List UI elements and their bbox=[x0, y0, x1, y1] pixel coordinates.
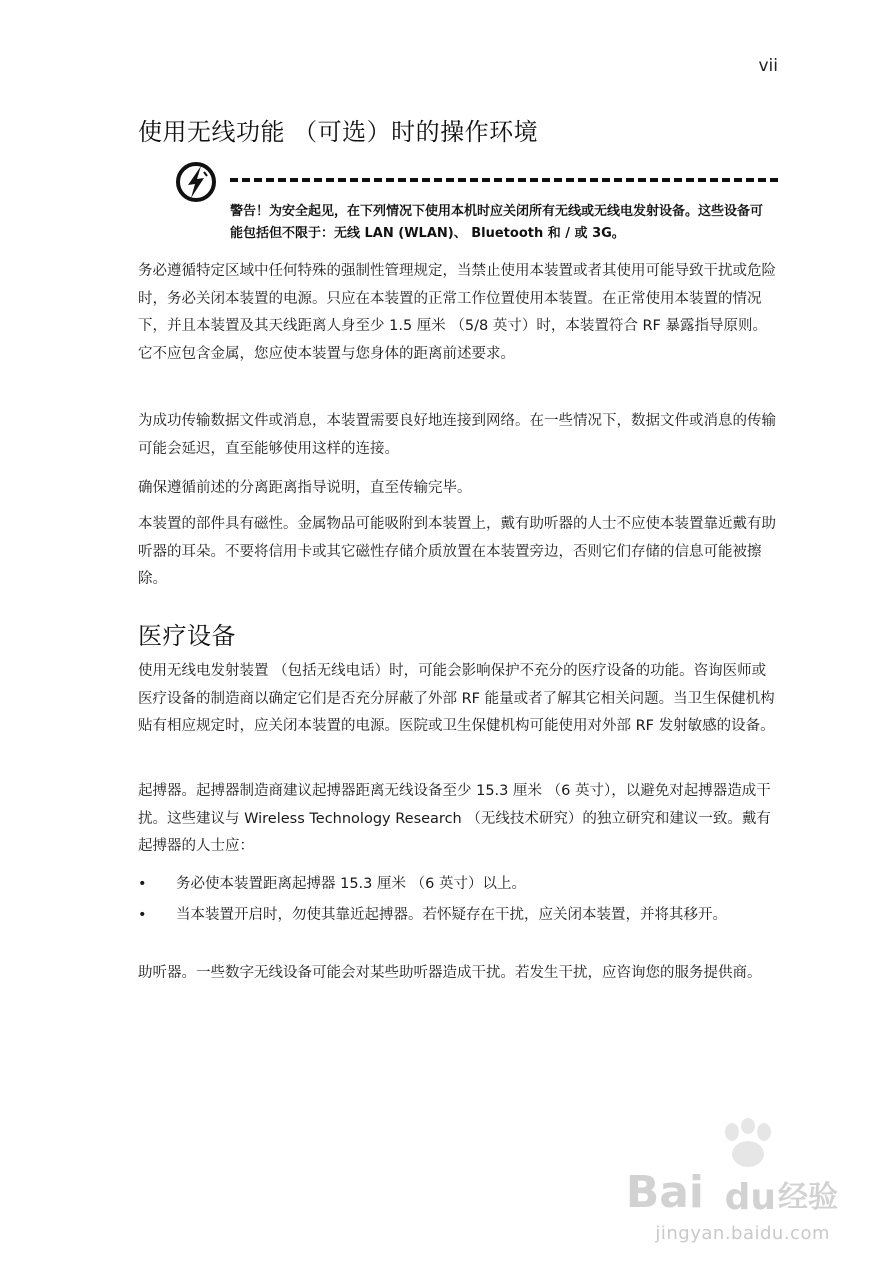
warning-divider bbox=[230, 178, 778, 182]
paragraph: 助听器。一些数字无线设备可能会对某些助听器造成干扰。若发生干扰，应咨询您的服务提供商。 bbox=[138, 965, 762, 981]
page-number: vii bbox=[758, 56, 778, 76]
paragraph: 为成功传输数据文件或消息，本装置需要良好地连接到网络。在一些情况下，数据文件或消息的传输可能会延迟，直至能够使用这样的连接。 bbox=[138, 413, 776, 457]
watermark-brand-2: du bbox=[724, 1177, 776, 1218]
warning-text: 警告！为安全起见，在下列情况下使用本机时应关闭所有无线或无线电发射设备。这些设备可能包括但不限于：无线 LAN (WLAN)、 Bluetooth 和 / 或 3G。 bbox=[230, 204, 764, 241]
bullet-marker: • bbox=[138, 876, 147, 892]
bullet-marker: • bbox=[138, 907, 147, 923]
paw-icon bbox=[714, 1118, 784, 1170]
list-item-text: 务必使本装置距离起搏器 15.3 厘米 （6 英寸）以上。 bbox=[176, 876, 526, 892]
list-item bbox=[138, 902, 778, 930]
paragraph: 务必遵循特定区域中任何特殊的强制性管理规定，当禁止使用本装置或者其使用可能导致干扰或危险时，务必关闭本装置的电源。只应在本装置的正常工作位置使用本装置。在正常使用本装置的情况下，并且本装置及其天线距离人身至少 1.5 厘米 （5/8 英寸）时，本装置符合 RF 暴露指导原则。它不应包含金属，您应使本装置与您身体的距离前述要求。 bbox=[138, 263, 776, 362]
paragraph: 本装置的部件具有磁性。金属物品可能吸附到本装置上，戴有助听器的人士不应使本装置靠近戴有助听器的耳朵。不要将信用卡或其它磁性存储介质放置在本装置旁边，否则它们存储的信息可能被擦除。 bbox=[138, 516, 776, 587]
paragraph: 确保遵循前述的分离距离指导说明，直至传输完毕。 bbox=[138, 480, 472, 496]
watermark-cn: 经验 bbox=[778, 1180, 838, 1215]
watermark-url: jingyan.baidu.com bbox=[655, 1223, 830, 1244]
paragraph: 使用无线电发射装置 （包括无线电话）时，可能会影响保护不充分的医疗设备的功能。咨询医师或医疗设备的制造商以确定它们是否充分屏蔽了外部 RF 能量或者了解其它相关问题。当卫生保健机构贴有相应规定时，应关闭本装置的电源。医院或卫生保健机构可能使用对外部 RF 发射敏感的设备。 bbox=[138, 663, 775, 734]
list-item bbox=[138, 871, 778, 899]
list-item-text: 当本装置开启时，勿使其靠近起搏器。若怀疑存在干扰，应关闭本装置，并将其移开。 bbox=[176, 907, 727, 923]
watermark-brand: Bai bbox=[625, 1167, 704, 1218]
section-title-medical: 医疗设备 bbox=[138, 622, 236, 650]
warning-lightning-icon bbox=[174, 160, 218, 204]
section-title-wireless: 使用无线功能 （可选）时的操作环境 bbox=[138, 118, 539, 146]
paragraph: 起搏器。起搏器制造商建议起搏器距离无线设备至少 15.3 厘米 （6 英寸），以避免对起搏器造成干扰。这些建议与 Wireless Technology Research （无线技术研究）的独立研究和建议一致。戴有起搏器的人士应： bbox=[138, 783, 771, 854]
